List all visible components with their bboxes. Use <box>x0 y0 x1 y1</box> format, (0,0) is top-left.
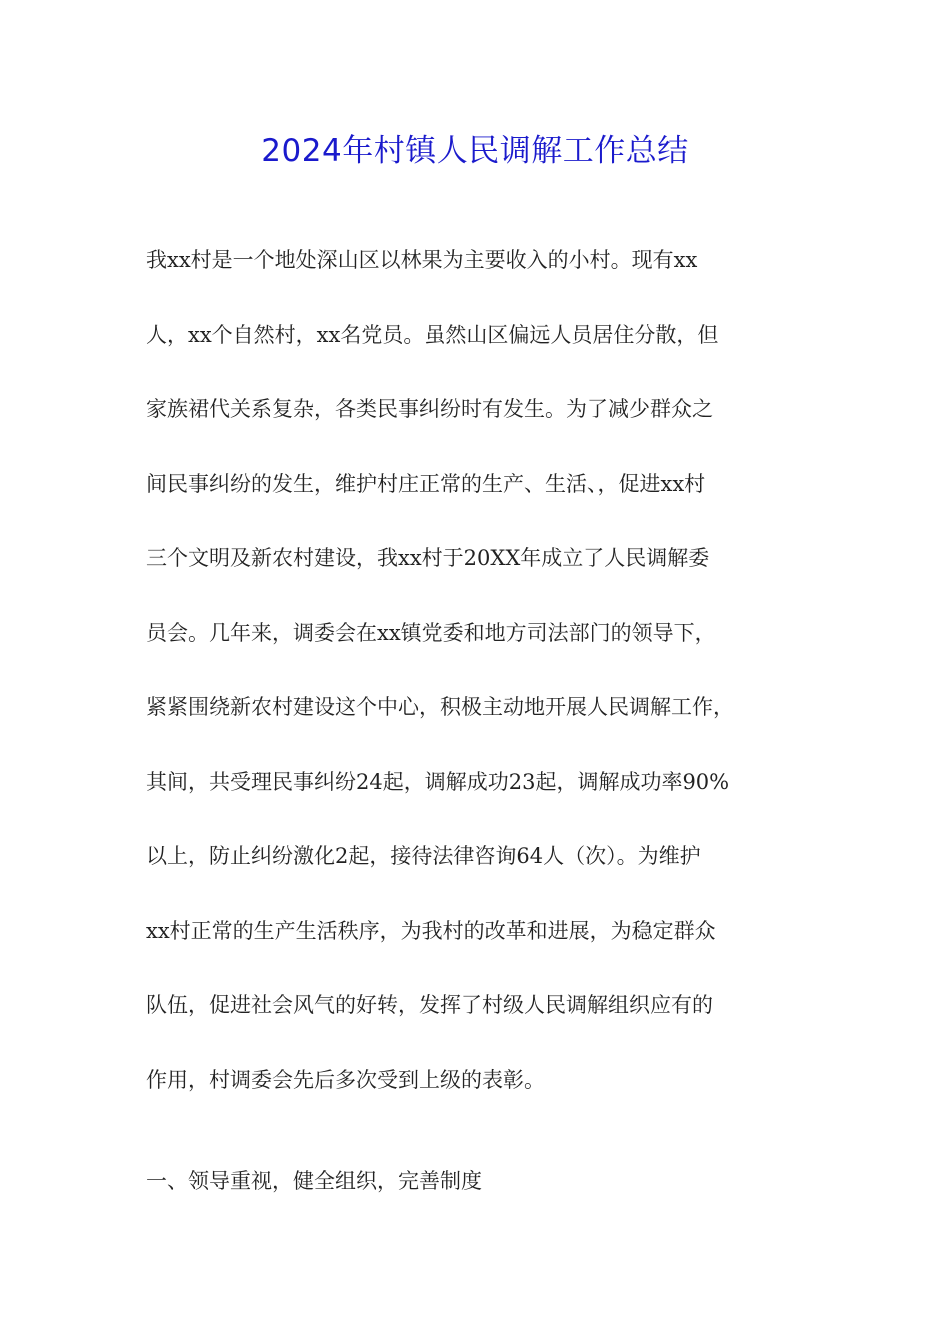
paragraph-line: 紧紧围绕新农村建设这个中心，积极主动地开展人民调解工作， <box>146 695 734 719</box>
paragraph-line: 队伍，促进社会风气的好转，发挥了村级人民调解组织应有的 <box>146 993 713 1017</box>
paragraph-line: 以上，防止纠纷激化2起，接待法律咨询64人（次）。为维护 <box>146 844 701 868</box>
paragraph-line: 作用，村调委会先后多次受到上级的表彰。 <box>146 1067 545 1092</box>
document-title: 2024年村镇人民调解工作总结 <box>261 133 689 169</box>
paragraph-line: xx村正常的生产生活秩序，为我村的改革和进展，为稳定群众 <box>146 918 716 943</box>
paragraph-line: 其间，共受理民事纠纷24起，调解成功23起，调解成功率90% <box>146 769 730 794</box>
paragraph-line: 人，xx个自然村，xx名党员。虽然山区偏远人员居住分散，但 <box>146 322 719 347</box>
paragraph-line: 三个文明及新农村建设，我xx村于20XX年成立了人民调解委 <box>146 546 710 570</box>
paragraph-line: 我xx村是一个地处深山区以林果为主要收入的小村。现有xx <box>146 248 698 272</box>
intro-paragraph <box>146 242 826 1136</box>
paragraph-line: 家族裙代关系复杂，各类民事纠纷时有发生。为了减少群众之 <box>146 397 713 421</box>
paragraph-line: 员会。几年来，调委会在xx镇党委和地方司法部门的领导下， <box>146 620 716 645</box>
section-heading: 一、领导重视，健全组织，完善制度 <box>146 1169 482 1193</box>
paragraph-line: 间民事纠纷的发生，维护村庄正常的生产、生活、，促进xx村 <box>146 471 706 496</box>
